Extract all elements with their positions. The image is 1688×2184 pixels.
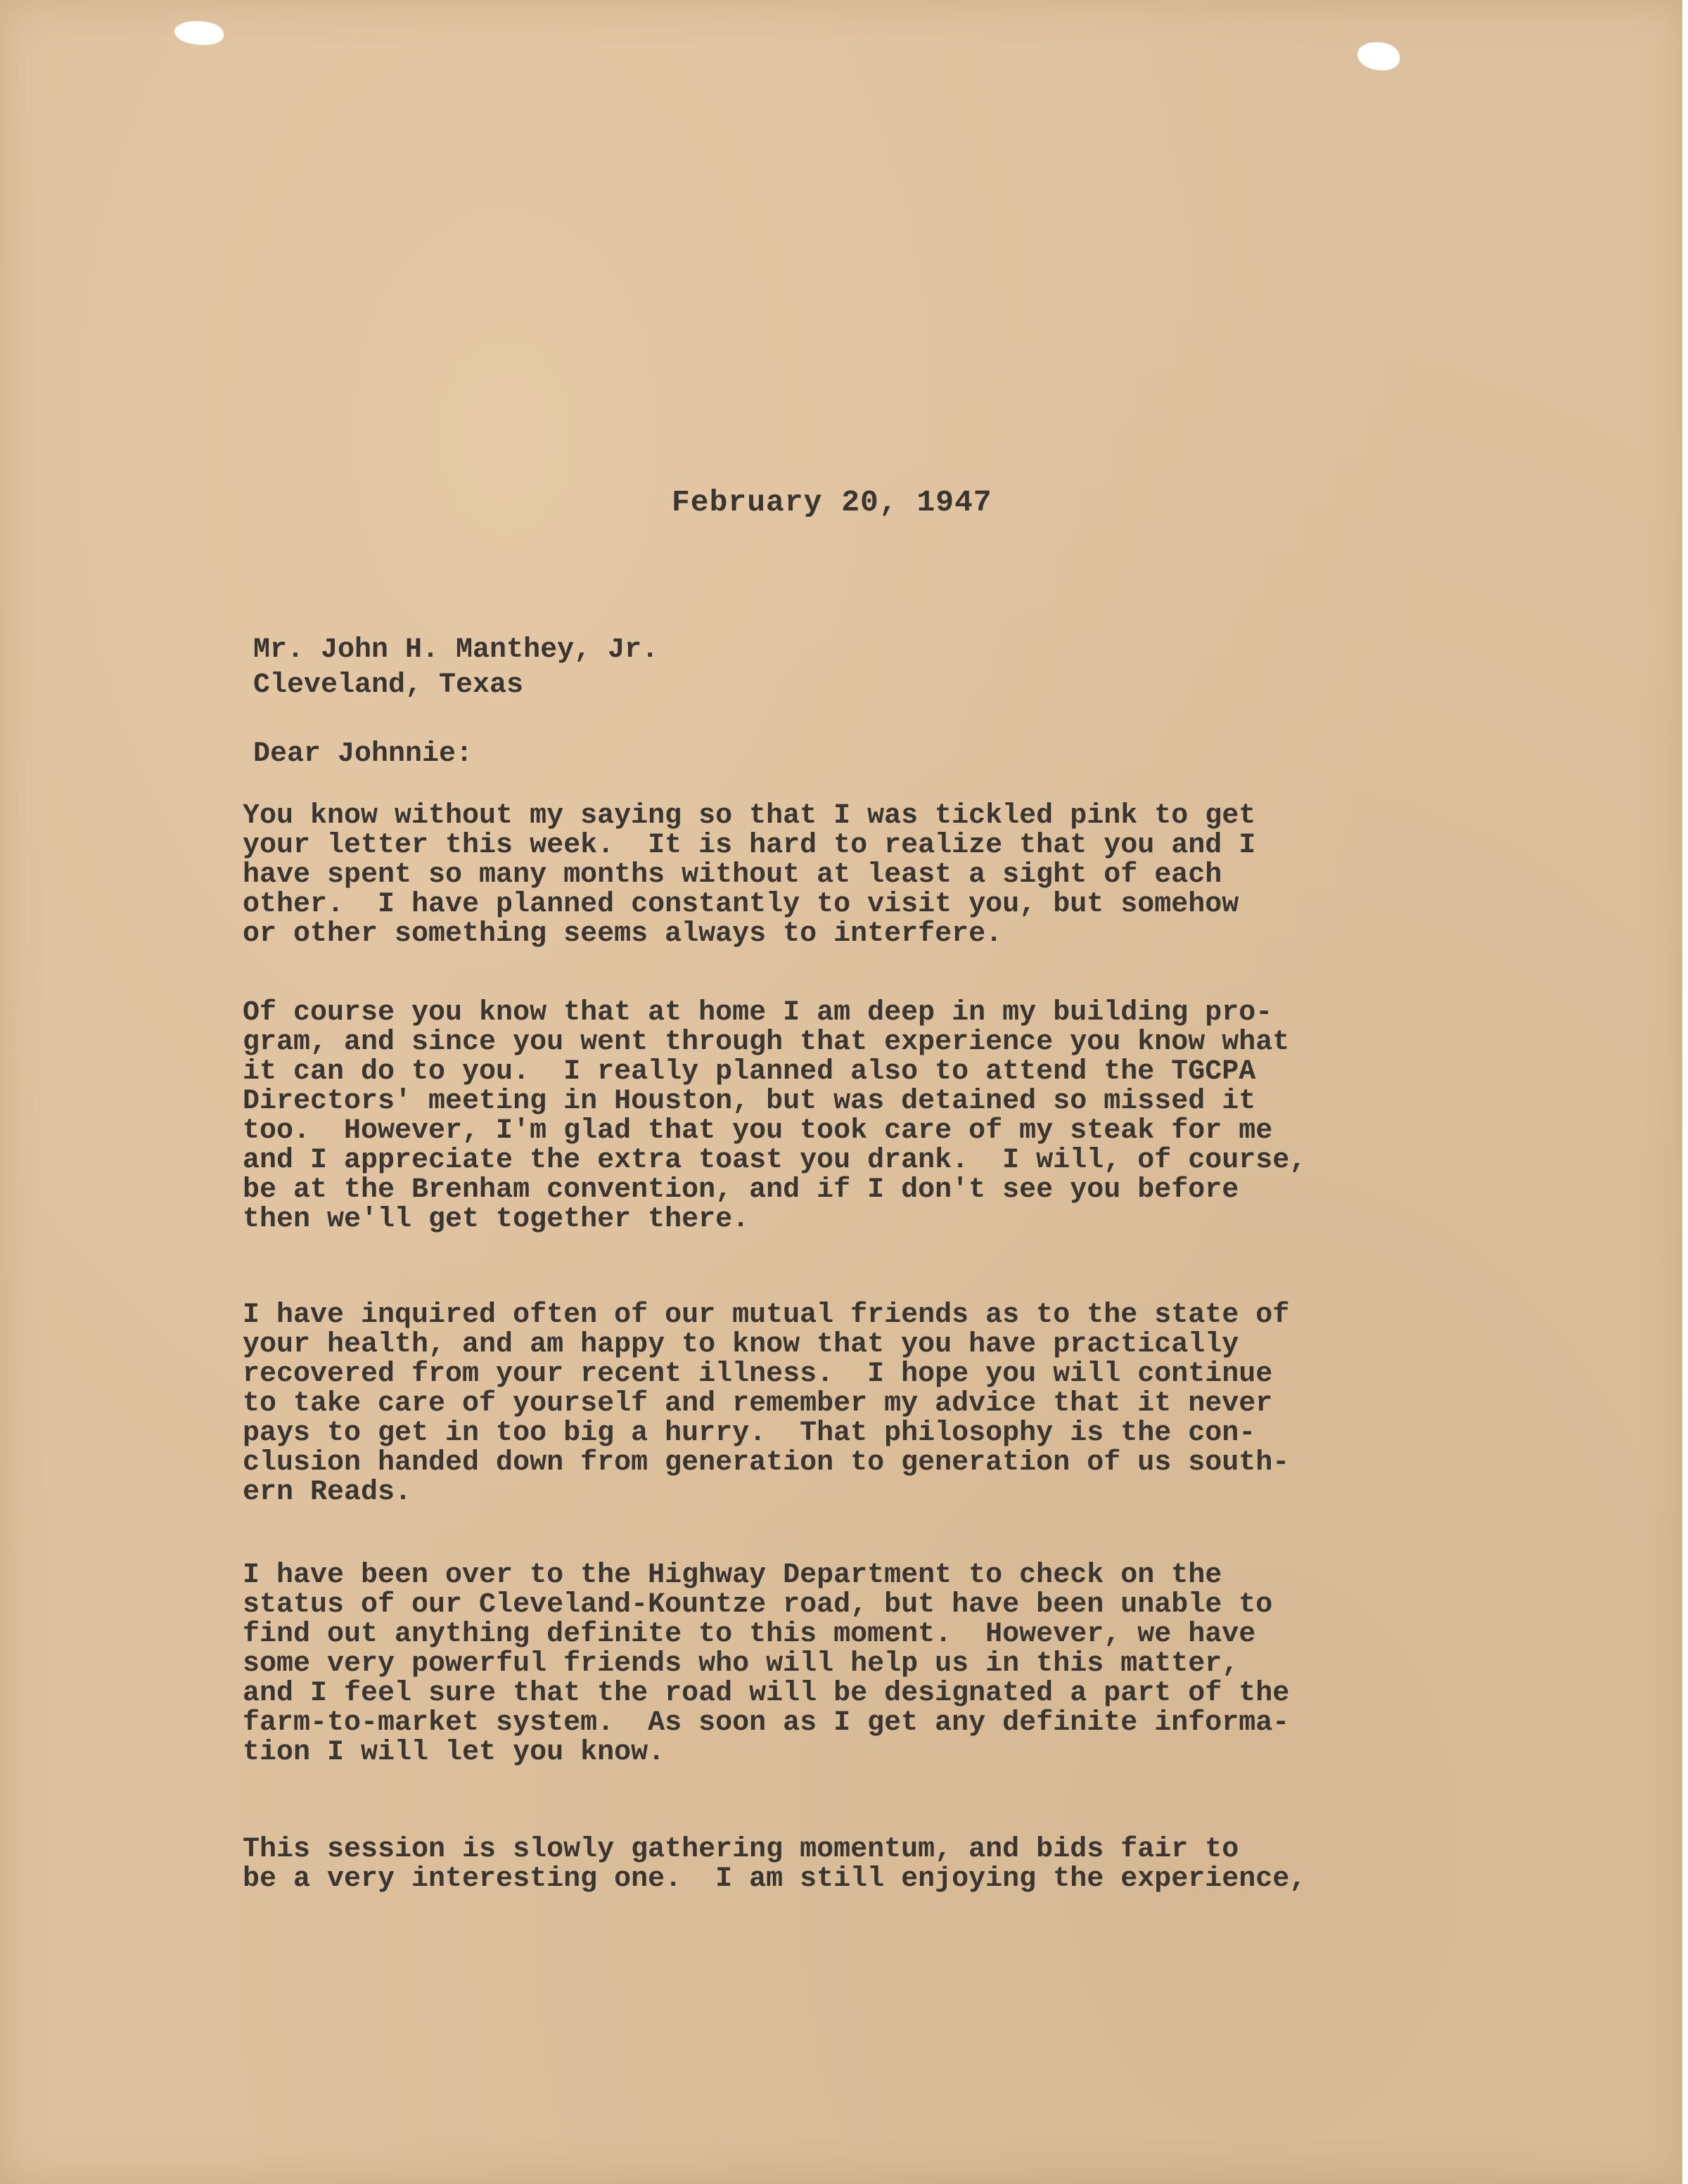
text-line: farm-to-market system. As soon as I get any definite informa- — [243, 1707, 1290, 1739]
text-line: I have inquired often of our mutual friends as to the state of — [243, 1299, 1290, 1331]
text-line: other. I have planned constantly to visit you, but somehow — [243, 889, 1239, 920]
text-line: or other something seems always to interfere. — [243, 918, 1003, 950]
text-line: find out anything definite to this moment. However, we have — [243, 1619, 1256, 1650]
recipient-name: Mr. John H. Manthey, Jr. — [253, 634, 659, 666]
body-paragraph — [243, 1835, 1537, 1894]
text-line: You know without my saying so that I was tickled pink to get — [243, 800, 1256, 832]
text-line: then we'll get together there. — [243, 1204, 750, 1235]
text-line: have spent so many months without at least a sight of each — [243, 859, 1222, 891]
text-line: your letter this week. It is hard to realize that you and I — [243, 830, 1256, 861]
text-line: Of course you know that at home I am deep in my building pro- — [243, 997, 1273, 1029]
text-line: and I appreciate the extra toast you drank. I will, of course, — [243, 1145, 1307, 1176]
text-line: pays to get in too big a hurry. That philosophy is the con- — [243, 1418, 1256, 1449]
body-paragraph — [243, 1561, 1537, 1768]
text-line: it can do to you. I really planned also to attend the TGCPA — [243, 1056, 1256, 1088]
text-line: I have been over to the Highway Department to check on the — [243, 1560, 1222, 1591]
text-line: be a very interesting one. I am still enjoying the experience, — [243, 1863, 1307, 1895]
text-line: recovered from your recent illness. I hope you will continue — [243, 1358, 1273, 1390]
text-line: tion I will let you know. — [243, 1737, 665, 1768]
paper-tear-mark — [174, 21, 224, 45]
text-line: status of our Cleveland-Kountze road, but have been unable to — [243, 1589, 1273, 1621]
body-paragraph — [243, 802, 1537, 949]
text-line: gram, and since you went through that experience you know what — [243, 1027, 1290, 1058]
text-line: Directors' meeting in Houston, but was detained so missed it — [243, 1086, 1256, 1117]
text-line: This session is slowly gathering momentum, and bids fair to — [243, 1834, 1239, 1865]
text-line: ern Reads. — [243, 1477, 412, 1508]
text-line: clusion handed down from generation to generation of us south- — [243, 1447, 1290, 1479]
text-line: and I feel sure that the road will be designated a part of the — [243, 1678, 1290, 1709]
scan-edge — [1682, 0, 1685, 2184]
body-paragraph — [243, 998, 1537, 1235]
letter-date: February 20, 1947 — [672, 485, 992, 520]
text-line: to take care of yourself and remember my advice that it never — [243, 1388, 1273, 1420]
text-line: too. However, I'm glad that you took care of my steak for me — [243, 1115, 1273, 1147]
recipient-location: Cleveland, Texas — [253, 669, 524, 701]
text-line: your health, and am happy to know that you have practically — [243, 1329, 1239, 1361]
text-line: some very powerful friends who will help us in this matter, — [243, 1648, 1239, 1680]
recipient-address — [253, 633, 658, 703]
body-paragraph — [243, 1301, 1537, 1508]
text-line: be at the Brenham convention, and if I don't see you before — [243, 1174, 1239, 1206]
paper-tear-mark — [1357, 42, 1400, 70]
salutation: Dear Johnnie: — [253, 738, 473, 770]
